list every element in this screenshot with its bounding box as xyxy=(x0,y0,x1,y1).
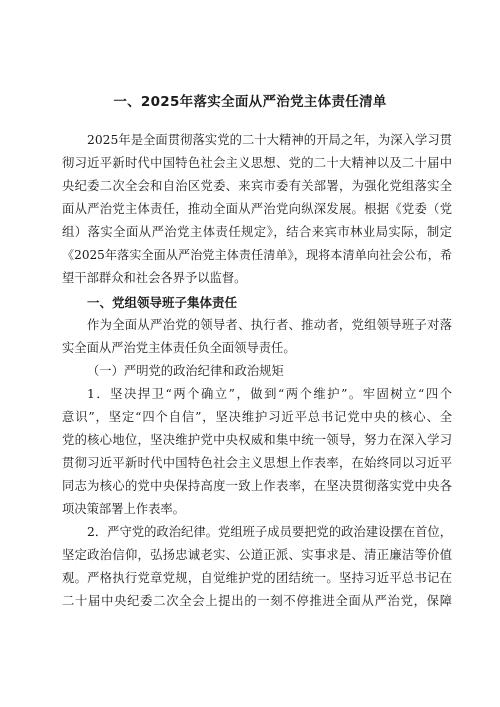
section1-paragraph xyxy=(62,314,452,360)
intro-paragraph xyxy=(62,129,452,290)
text-line: 1．坚决捍卫“两个确立”，做到“两个维护”。牢固树立“四个 xyxy=(87,387,452,401)
text-line: 项决策部署上作表率。 xyxy=(62,502,185,516)
text-line: 贯彻习近平新时代中国特色社会主义思想上作表率，在始终同以习近平 xyxy=(62,456,452,470)
section-heading: 一、党组领导班子集体责任 xyxy=(87,295,238,310)
text-line: 观。严格执行党章党规，自觉维护党的团结统一。坚持习近平总书记在 xyxy=(62,571,452,585)
text-line: 组）落实全面从严治党主体责任规定》，结合来宾市林业局实际，制定 xyxy=(62,225,452,239)
text-line: 2025年是全面贯彻落实党的二十大精神的开局之年，为深入学习贯 xyxy=(87,133,452,147)
text-line: 坚定政治信仰，弘扬忠诚老实、公道正派、实事求是、清正廉洁等价值 xyxy=(62,548,452,562)
item-2-paragraph xyxy=(62,521,452,613)
text-line: 作为全面从严治党的领导者、执行者、推动者，党组领导班子对落 xyxy=(87,318,452,332)
document-body xyxy=(62,129,452,613)
text-line: 彻习近平新时代中国特色社会主义思想、党的二十大精神以及二十届中 xyxy=(62,156,452,170)
text-line: 意识”，坚定“四个自信”，坚决维护习近平总书记党中央的核心、全 xyxy=(62,410,452,424)
text-line: 面从严治党主体责任，推动全面从严治党向纵深发展。根据《党委（党 xyxy=(62,202,452,216)
text-line: 《2025年落实全面从严治党主体责任清单》，现将本清单向社会公布，希 xyxy=(62,248,452,262)
item-1-paragraph xyxy=(62,383,452,521)
text-line: 党的核心地位，坚决维护党中央权威和集中统一领导，努力在深入学习 xyxy=(62,433,452,447)
text-line: 同志为核心的党中央保持高度一致上作表率，在坚决贯彻落实党中央各 xyxy=(62,479,452,493)
text-line: 望干部群众和社会各界予以监督。 xyxy=(62,271,247,285)
text-line: 2．严守党的政治纪律。党组班子成员要把党的政治建设摆在首位， xyxy=(87,525,452,539)
subsection-heading: （一）严明党的政治纪律和政治规矩 xyxy=(87,364,284,378)
text-line: 二十届中央纪委二次全会上提出的一刻不停推进全面从严治党，保障 xyxy=(62,594,452,608)
document-title: 一、2025年落实全面从严治党主体责任清单 xyxy=(113,94,387,110)
text-line: 央纪委二次全会和自治区党委、来宾市委有关部署，为强化党组落实全 xyxy=(62,179,452,193)
text-line: 实全面从严治党主体责任负全面领导责任。 xyxy=(62,341,296,355)
